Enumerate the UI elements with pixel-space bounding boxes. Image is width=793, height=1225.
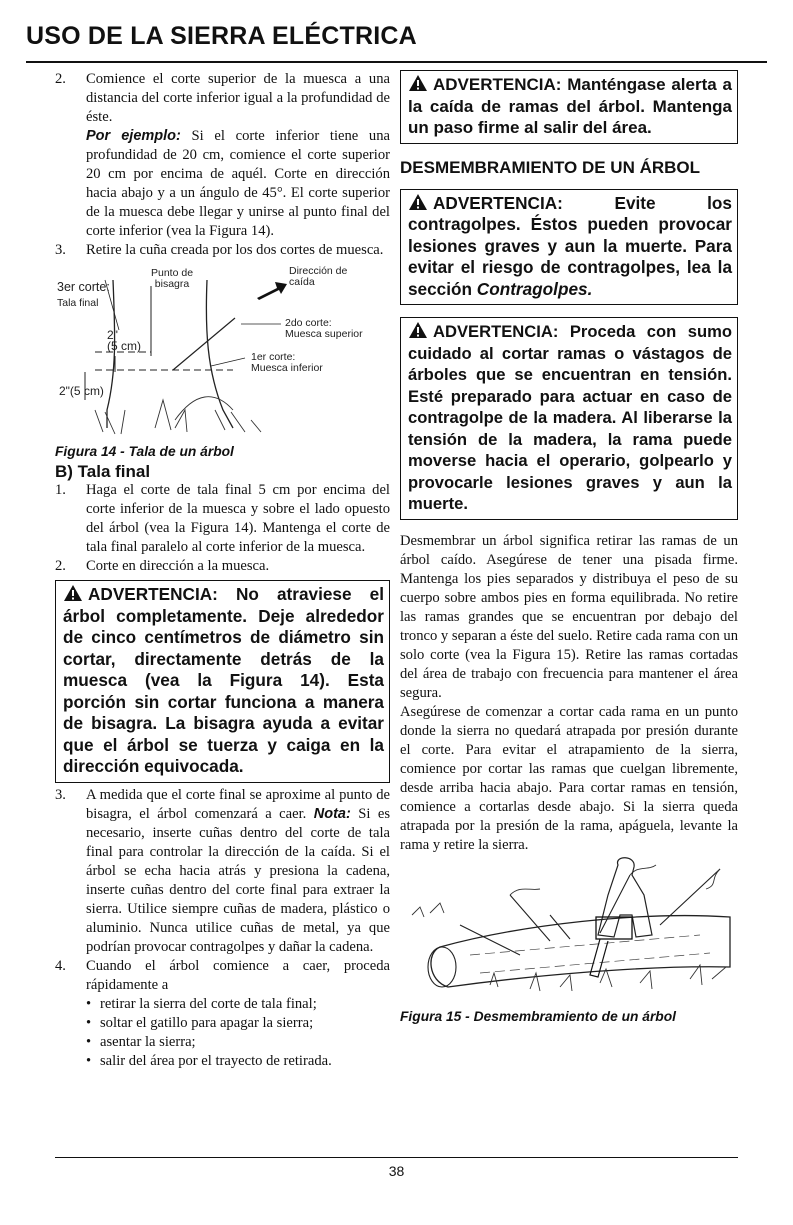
step-number: 4. bbox=[55, 957, 66, 974]
nota-label: Nota: bbox=[313, 805, 351, 822]
warning-text: ADVERTENCIA: Proceda con sumo cuidado al cortar ramas o vástagos de árboles que se encuentran en tensión. Esté preparado para actuar en caso de contragolpe de la madera. Al liberarse la tensión de la madera, la rama puede moverse hacia el operario, golpearlo y provocarle lesiones graves y aun la muerte. bbox=[408, 322, 732, 513]
label-final-felling: Tala final bbox=[57, 297, 99, 309]
example-label: Por ejemplo: bbox=[86, 128, 181, 144]
warning-triangle-icon bbox=[408, 321, 428, 339]
list-item: • retirar la sierra del corte de tala final; bbox=[86, 995, 390, 1014]
warning-tension-box bbox=[400, 317, 738, 520]
left-column bbox=[55, 70, 390, 1071]
limbing-illustration bbox=[400, 855, 738, 1005]
warning-text: ADVERTENCIA: No atraviese el árbol completamente. Deje alrededor de cinco centímetros de diámetro sin cortar, directamente detrás de la muesca (vea la Figura 14). Esta porción sin cortar funciona a manera de bisagra. La bisagra ayuda a evitar que el árbol se tuerza y caiga en la dirección equivocada. bbox=[63, 584, 384, 776]
exit-steps-list bbox=[55, 995, 390, 1071]
page-number: 38 bbox=[388, 1163, 405, 1179]
step-number: 3. bbox=[55, 242, 66, 258]
step-b4 bbox=[55, 957, 390, 995]
step-b3 bbox=[55, 786, 390, 957]
warning-text: Evite los contragolpes. Éstos pueden provocar lesiones graves y aun la muerte. Para evitar el riesgo de contragolpes, lea la sección bbox=[408, 192, 732, 299]
step-text: Haga el corte de tala final 5 cm por encima del corte inferior de la muesca y sobre el lado opuesto del árbol (vea la Figura 14). Mantenga el corte de tala final paralelo al corte inferior de la muesca. bbox=[86, 482, 390, 555]
right-column bbox=[400, 70, 738, 1026]
step-text-cont: Si es necesario, inserte cuñas dentro del corte de tala final para controlar la dirección de la caída. Si el árbol se echa hacia atrás y presiona la cadena, inserte cuñas dentro del corte final para extraer la sierra. Utilice siempre cuñas de madera, plástico o aluminio. Nunca utilice cuñas de metal, ya que podrían provocar contragolpes y dañar la cadena. bbox=[86, 805, 390, 955]
step-b2 bbox=[55, 557, 390, 576]
label-measure-1: 2" (5 cm) bbox=[107, 328, 141, 353]
step-number: 2. bbox=[55, 558, 66, 574]
list-item: • soltar el gatillo para apagar la sierra; bbox=[86, 1014, 390, 1033]
warning-label: ADVERTENCIA: bbox=[433, 192, 563, 213]
label-measure-2: 2"(5 cm) bbox=[59, 384, 104, 398]
warning-triangle-icon bbox=[408, 193, 428, 211]
step-3 bbox=[55, 241, 390, 260]
label-hinge-point: Punto de bisagra bbox=[151, 267, 194, 290]
limbing-paragraph-2: Asegúrese de comenzar a cortar cada rama en un punto donde la sierra no quedará atrapada por presión durante el corte. Para evitar el atrapamiento de la sierra, comience por cortar las ramas que cuelgan libremente, desde arriba hacia abajo. Para cortar ramas en tensión, comience a cortarlas desde abajo. Si la sierra queda atrapada por la presión de la rama, apáguela, levante la rama y retire la sierra. bbox=[400, 703, 738, 853]
section-title-limbing: DESMEMBRAMIENTO DE UN ÁRBOL bbox=[400, 157, 701, 177]
figure-15 bbox=[400, 855, 738, 1005]
step-number: 3. bbox=[55, 786, 66, 803]
step-text: Cuando el árbol comience a caer, proceda rápidamente a bbox=[86, 957, 390, 993]
example-text: Si el corte inferior tiene una profundidad de 20 cm, comience el corte superior 20 cm por encima de aquél. Corte en dirección hacia abajo y a un ángulo de 45°. El corte superior de la muesca debe llegar y unirse al punto final del corte inferior (vea la Figura 14). bbox=[86, 128, 390, 239]
label-third-cut: 3er corte: bbox=[57, 280, 110, 294]
step-text: Corte en dirección a la muesca. bbox=[86, 558, 270, 574]
step-text: A medida que el corte final se aproxime al punto de bisagra, el árbol comenzará a caer. bbox=[86, 786, 390, 822]
warning-section-ref: Contragolpes. bbox=[476, 278, 593, 299]
warning-triangle-icon bbox=[63, 584, 83, 602]
limbing-paragraph-1: Desmembrar un árbol significa retirar las ramas de un árbol caído. Asegúrese de tener una pisada firme. Mantenga los pies separados y distribuya el peso de su cuerpo sobre ambos pies en forma equilibrada. No retire las ramas grandes que se encuentran por debajo del tronco y separan a éste del suelo. Retire cada rama con un solo corte (vea la Figura 15). Retire las ramas cortadas del área de trabajo con frecuencia para mantener el área segura. bbox=[400, 532, 738, 701]
figure-14-caption: Figura 14 - Tala de un árbol bbox=[55, 444, 234, 459]
example-paragraph bbox=[55, 127, 390, 241]
warning-falling-branches-box bbox=[400, 70, 738, 144]
step-b1 bbox=[55, 481, 390, 557]
warning-hinge-box bbox=[55, 580, 390, 783]
step-text: Comience el corte superior de la muesca a una distancia del corte inferior igual a la profundidad de éste. bbox=[86, 71, 390, 125]
label-first-cut: 1er corte: Muesca inferior bbox=[251, 351, 323, 374]
step-number: 1. bbox=[55, 482, 66, 498]
step-text: Retire la cuña creada por los dos cortes de muesca. bbox=[86, 242, 384, 258]
warning-kickback-box bbox=[400, 189, 738, 306]
label-fall-direction: Dirección de caída bbox=[289, 265, 348, 288]
section-b-title: B) Tala final bbox=[55, 462, 151, 481]
label-second-cut: 2do corte: Muesca superior bbox=[285, 317, 363, 340]
list-item: • asentar la sierra; bbox=[86, 1033, 390, 1052]
list-item: • salir del área por el trayecto de retirada. bbox=[86, 1052, 390, 1071]
page-title: USO DE LA SIERRA ELÉCTRICA bbox=[26, 22, 417, 50]
footer-rule bbox=[55, 1157, 738, 1158]
header-rule bbox=[26, 61, 767, 63]
figure-14 bbox=[55, 260, 390, 436]
step-number: 2. bbox=[55, 71, 66, 87]
warning-triangle-icon bbox=[408, 74, 428, 92]
warning-text: ADVERTENCIA: Manténgase alerta a la caída de ramas del árbol. Mantenga un paso firme al salir del área. bbox=[408, 75, 732, 137]
step-2 bbox=[55, 70, 390, 127]
figure-15-caption: Figura 15 - Desmembramiento de un árbol bbox=[400, 1008, 676, 1024]
